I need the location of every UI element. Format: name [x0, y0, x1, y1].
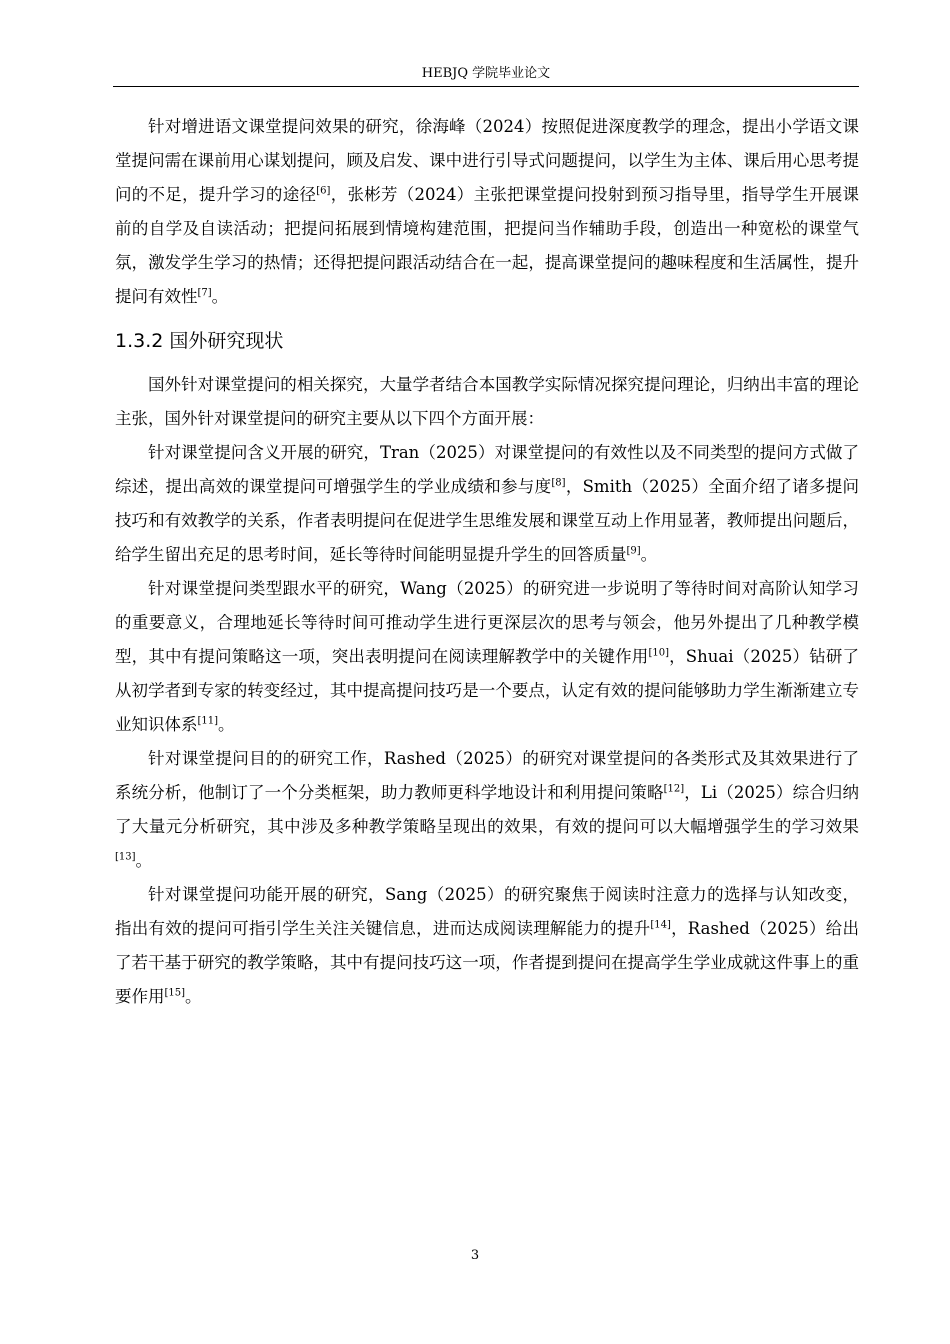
body-paragraph	[115, 436, 859, 572]
body-content	[115, 110, 859, 1014]
paragraph-text: 。	[135, 851, 153, 870]
paragraph-text: ，Rashed（2025）给出了若干基于研究的教学策略，其中有提问技巧这一项，作者提到提问在提高学生学业成就这件事上的重要作用	[115, 919, 859, 1006]
citation-marker: [15]	[164, 987, 186, 999]
paragraph-group-top	[115, 110, 859, 314]
citation-marker: [10]	[648, 647, 669, 659]
citation-marker: [11]	[197, 715, 219, 727]
body-paragraph	[115, 878, 859, 1014]
header-rule	[113, 86, 859, 87]
paragraph-text: 。	[640, 545, 658, 564]
paragraph-group-bottom	[115, 368, 859, 1014]
citation-marker: [13]	[115, 851, 136, 863]
paragraph-text: 针对课堂提问含义开展的研究，Tran（2025）对课堂提问的有效性以及不同类型的提问方式做了综述，提出高效的课堂提问可增强学生的学业成绩和参与度	[115, 443, 859, 496]
section-heading: 1.3.2 国外研究现状	[115, 330, 284, 352]
paragraph-text: ，张彬芳（2024）主张把课堂提问投射到预习指导里，指导学生开展课前的自学及自读活动；把提问拓展到情境构建范围，把提问当作辅助手段，创造出一种宽松的课堂气氛，激发学生学习的热情；还得把提问跟活动结合在一起，提高课堂提问的趣味程度和生活属性，提升提问有效性	[115, 185, 860, 306]
paragraph-text: 。	[218, 715, 235, 734]
citation-marker: [8]	[551, 477, 566, 489]
page-number: 3	[470, 1248, 480, 1263]
paragraph-text: 针对课堂提问功能开展的研究，Sang（2025）的研究聚焦于阅读时注意力的选择与认知改变，指出有效的提问可指引学生关注关键信息，进而达成阅读理解能力的提升	[115, 885, 859, 938]
paragraph-text: 。	[211, 287, 229, 306]
page-header: HEBJQ 学院毕业论文	[421, 66, 551, 81]
citation-marker: [6]	[316, 185, 331, 197]
body-paragraph	[115, 572, 859, 742]
body-paragraph	[115, 742, 859, 878]
paragraph-text: 。	[185, 987, 202, 1006]
citation-marker: [14]	[650, 919, 671, 931]
paragraph-text: 国外针对课堂提问的相关探究，大量学者结合本国教学实际情况探究提问理论，归纳出丰富的理论主张，国外针对课堂提问的研究主要从以下四个方面开展：	[115, 375, 859, 428]
citation-marker: [9]	[626, 545, 641, 557]
paragraph-text: ，Li（2025）综合归纳了大量元分析研究，其中涉及多种教学策略呈现出的效果，有效的提问可以大幅增强学生的学习效果	[115, 783, 860, 836]
body-paragraph	[115, 368, 859, 436]
paragraph-text: ，Smith（2025）全面介绍了诸多提问技巧和有效教学的关系，作者表明提问在促进学生思维发展和课堂互动上作用显著，教师提出问题后，给学生留出充足的思考时间，延长等待时间能明显提升学生的回答质量	[115, 477, 859, 564]
citation-marker: [7]	[197, 287, 212, 299]
citation-marker: [12]	[663, 783, 685, 795]
paragraph-text: 针对增进语文课堂提问效果的研究，徐海峰（2024）按照促进深度教学的理念，提出小学语文课堂提问需在课前用心谋划提问，顾及启发、课中进行引导式问题提问，以学生为主体、课后用心思考提问的不足，提升学习的途径	[115, 117, 859, 204]
paragraph-text: 针对课堂提问目的的研究工作，Rashed（2025）的研究对课堂提问的各类形式及其效果进行了系统分析，他制订了一个分类框架，助力教师更科学地设计和利用提问策略	[115, 749, 859, 802]
paragraph-text: ，Shuai（2025）钻研了从初学者到专家的转变经过，其中提高提问技巧是一个要点，认定有效的提问能够助力学生渐渐建立专业知识体系	[115, 647, 859, 734]
body-paragraph	[115, 110, 859, 314]
paragraph-text: 针对课堂提问类型跟水平的研究，Wang（2025）的研究进一步说明了等待时间对高阶认知学习的重要意义，合理地延长等待时间可推动学生进行更深层次的思考与领会，他另外提出了几种教学模型，其中有提问策略这一项，突出表明提问在阅读理解教学中的关键作用	[115, 579, 859, 666]
